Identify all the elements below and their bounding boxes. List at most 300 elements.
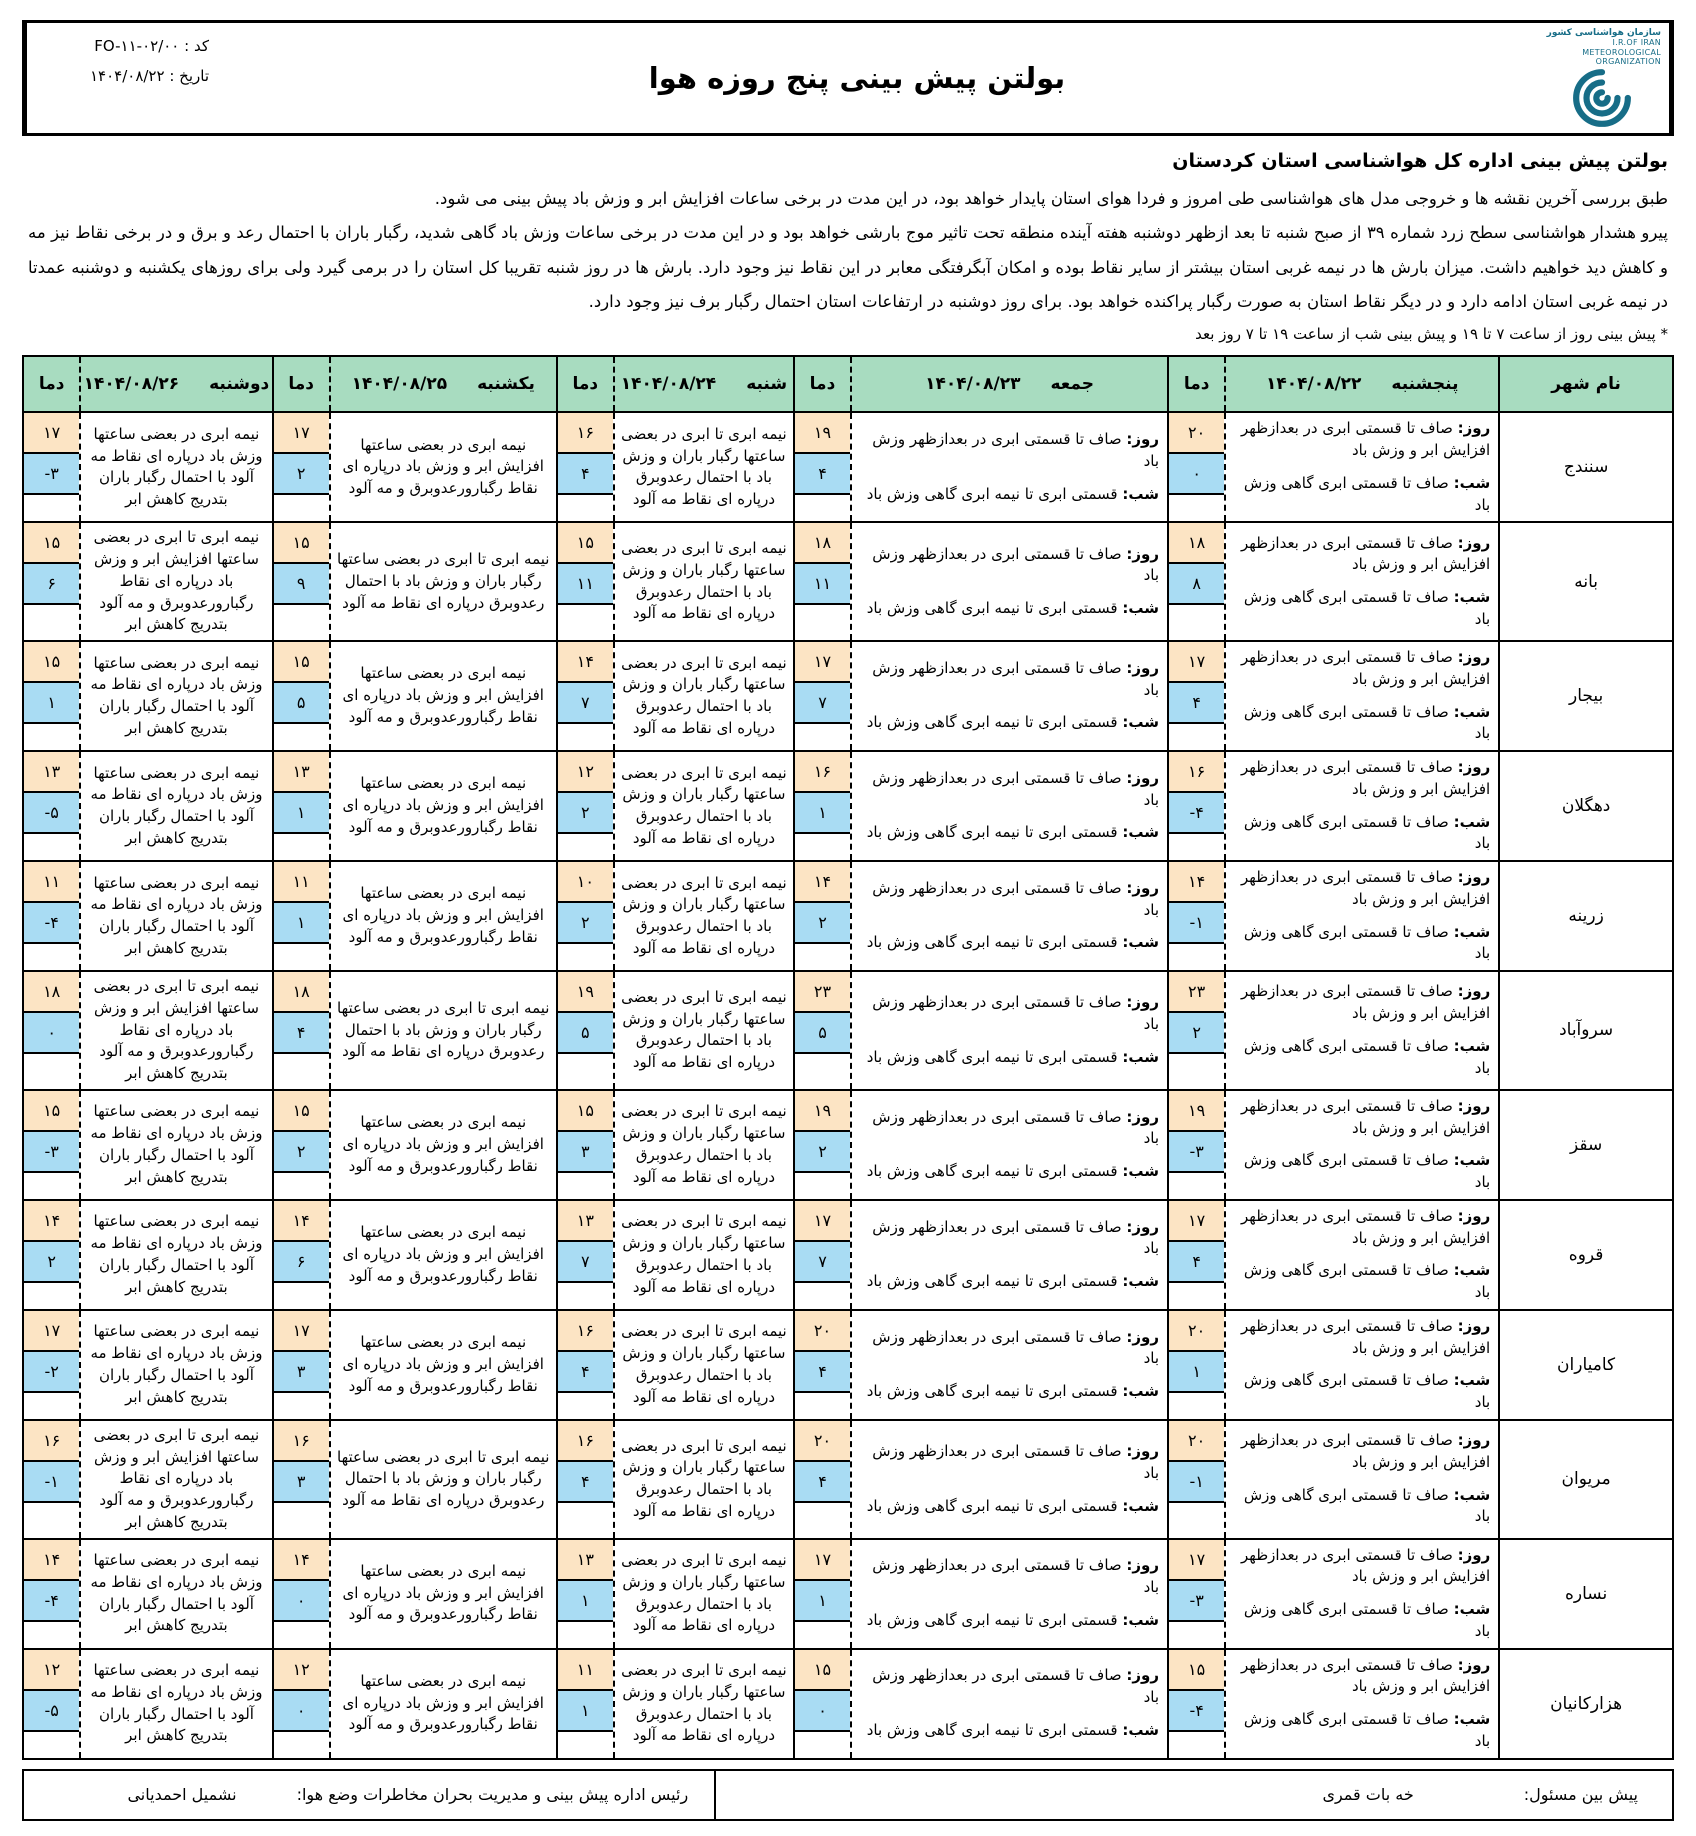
sunday-forecast-cell: نیمه ابری در بعضی ساعتها افزایش ابر و وزش باد درپاره ای نقاط رگبارورعدوبرق و مه آلود bbox=[330, 1539, 557, 1649]
head-officer-label: رئیس اداره پیش بینی و مدیریت بحران مخاطرات وضع هوا: bbox=[296, 1785, 689, 1804]
table-row bbox=[23, 412, 1673, 522]
saturday-column-header bbox=[614, 356, 794, 412]
thursday-forecast-cell bbox=[1225, 1310, 1499, 1420]
night-label: شب: bbox=[1453, 1151, 1491, 1170]
night-label: شب: bbox=[1122, 1162, 1160, 1181]
sunday-forecast-cell: نیمه ابری در بعضی ساعتها افزایش ابر و وزش باد درپاره ای نقاط رگبارورعدوبرق و مه آلود bbox=[330, 1200, 557, 1310]
night-min-temp: ۴ bbox=[1169, 1242, 1224, 1283]
night-min-temp: ۰ bbox=[24, 1013, 79, 1054]
monday-temp-cell bbox=[23, 861, 80, 971]
monday-temp-cell bbox=[23, 1090, 80, 1200]
sunday-column-header bbox=[330, 356, 557, 412]
day-max-temp: ۱۳ bbox=[558, 1540, 613, 1581]
day-label: روز: bbox=[1126, 1327, 1160, 1346]
monday-temp-cell bbox=[23, 1310, 80, 1420]
day-forecast-line: روز: صاف تا قسمتی ابری در بعدازظهر وزش باد bbox=[872, 768, 1160, 809]
day-label: روز: bbox=[1457, 648, 1491, 666]
thursday-temp-cell bbox=[1168, 1420, 1225, 1539]
night-forecast-line: شب: صاف تا قسمتی ابری گاهی وزش باد bbox=[1243, 1151, 1491, 1191]
day-max-temp: ۱۱ bbox=[558, 1650, 613, 1691]
day-max-temp: ۱۴ bbox=[274, 1201, 329, 1242]
friday-temp-cell bbox=[794, 971, 851, 1090]
thursday-temp-cell bbox=[1168, 1310, 1225, 1420]
night-min-temp: -۱ bbox=[1169, 903, 1224, 944]
forecast-table bbox=[22, 355, 1674, 1759]
night-label: شب: bbox=[1122, 933, 1160, 952]
day-max-temp: ۱۴ bbox=[24, 1540, 79, 1581]
org-name-en-1: I.R.OF IRAN bbox=[1612, 38, 1661, 48]
day-max-temp: ۱۶ bbox=[1169, 752, 1224, 793]
day-forecast-line: روز: صاف تا قسمتی ابری در بعدازظهر وزش باد bbox=[872, 430, 1160, 470]
night-label: شب: bbox=[1122, 1047, 1160, 1066]
night-min-temp: ۶ bbox=[274, 1242, 329, 1283]
sunday-forecast-cell: نیمه ابری در بعضی ساعتها افزایش ابر و وزش باد درپاره ای نقاط رگبارورعدوبرق و مه آلود bbox=[330, 751, 557, 861]
friday-forecast-cell bbox=[851, 861, 1168, 971]
thursday-temp-cell bbox=[1168, 751, 1225, 861]
day-forecast-line: روز: صاف تا قسمتی ابری در بعدازظهر وزش باد bbox=[872, 1107, 1160, 1148]
org-name-fa: سازمان هواشناسی کشور bbox=[1546, 28, 1661, 38]
sunday-forecast-cell: نیمه ابری در بعضی ساعتها افزایش ابر و وزش باد درپاره ای نقاط رگبارورعدوبرق و مه آلود bbox=[330, 641, 557, 751]
day-max-temp: ۱۵ bbox=[558, 1091, 613, 1132]
sunday-forecast-cell: نیمه ابری در بعضی ساعتها افزایش ابر و وزش باد درپاره ای نقاط رگبارورعدوبرق و مه آلود bbox=[330, 1090, 557, 1200]
city-column-header: نام شهر bbox=[1499, 356, 1673, 412]
night-min-temp: ۰ bbox=[1169, 454, 1224, 495]
city-name-cell: بانه bbox=[1499, 522, 1673, 641]
night-min-temp: ۳ bbox=[274, 1462, 329, 1503]
night-label: شب: bbox=[1122, 713, 1160, 732]
day-name: یکشنبه bbox=[477, 374, 535, 395]
city-name-cell: سروآباد bbox=[1499, 971, 1673, 1090]
day-max-temp: ۱۵ bbox=[24, 642, 79, 683]
forecast-footnote: * پیش بینی روز از ساعت ۷ تا ۱۹ و پیش بینی شب از ساعت ۱۹ تا ۷ روز بعد bbox=[1195, 325, 1668, 344]
day-max-temp: ۱۷ bbox=[274, 1311, 329, 1352]
night-min-temp: -۱ bbox=[24, 1462, 79, 1503]
saturday-temp-cell bbox=[557, 1200, 614, 1310]
night-forecast-line: شب: قسمتی ابری تا نیمه ابری گاهی وزش باد bbox=[866, 599, 1160, 617]
night-forecast-line: شب: قسمتی ابری تا نیمه ابری گاهی وزش باد bbox=[866, 484, 1160, 503]
friday-temp-cell bbox=[794, 1310, 851, 1420]
night-label: شب: bbox=[1453, 1600, 1491, 1618]
day-forecast-line: روز: صاف تا قسمتی ابری در بعدازظهر وزش باد bbox=[872, 1217, 1160, 1258]
friday-forecast-cell bbox=[851, 1539, 1168, 1649]
day-max-temp: ۱۵ bbox=[24, 523, 79, 564]
thursday-temp-cell bbox=[1168, 1090, 1225, 1200]
intro-heading: بولتن پیش بینی اداره کل هواشناسی استان کردستان bbox=[1172, 150, 1668, 172]
night-min-temp: ۲ bbox=[795, 903, 850, 944]
intro-paragraph-1: طبق بررسی آخرین نقشه ها و خروجی مدل های هواشناسی طی امروز و فردا هوای استان پایدار خواهد بود، در این مدت در برخی ساعات افزایش ابر و وزش باد پیش بینی می شود. bbox=[434, 189, 1668, 208]
night-label: شب: bbox=[1122, 1272, 1160, 1291]
monday-forecast-cell: نیمه ابری تا ابری در بعضی ساعتها افزایش ابر و وزش باد درپاره ای نقاط رگبارورعدوبرق و مه آلود بتدریج کاهش ابر bbox=[80, 522, 272, 641]
table-row bbox=[23, 861, 1673, 971]
day-forecast-line: روز: صاف تا قسمتی ابری در بعدازظهر افزایش ابر و وزش باد bbox=[1241, 648, 1491, 688]
thursday-forecast-cell bbox=[1225, 1539, 1499, 1649]
saturday-forecast-cell: نیمه ابری تا ابری در بعضی ساعتها رگبار باران و وزش باد با احتمال رعدوبرق درپاره ای نقاط مه آلود bbox=[614, 1649, 794, 1759]
night-forecast-line: شب: صاف تا قسمتی ابری گاهی وزش باد bbox=[1243, 1710, 1491, 1750]
night-forecast-line: شب: قسمتی ابری تا نیمه ابری گاهی وزش باد bbox=[866, 933, 1160, 952]
night-min-temp: ۸ bbox=[1169, 564, 1224, 605]
day-forecast-line: روز: صاف تا قسمتی ابری در بعدازظهر افزایش ابر و وزش باد bbox=[1241, 982, 1491, 1023]
day-forecast-line: روز: صاف تا قسمتی ابری در بعدازظهر وزش باد bbox=[872, 993, 1160, 1033]
saturday-forecast-cell: نیمه ابری تا ابری در بعضی ساعتها رگبار باران و وزش باد با احتمال رعدوبرق درپاره ای نقاط مه آلود bbox=[614, 1090, 794, 1200]
day-forecast-line: روز: صاف تا قسمتی ابری در بعدازظهر افزایش ابر و وزش باد bbox=[1241, 868, 1491, 908]
day-name: جمعه bbox=[1050, 374, 1095, 395]
day-max-temp: ۱۷ bbox=[274, 413, 329, 454]
document-header bbox=[22, 20, 1674, 136]
day-forecast-line: روز: صاف تا قسمتی ابری در بعدازظهر افزایش ابر و وزش باد bbox=[1241, 533, 1491, 574]
friday-temp-cell bbox=[794, 1649, 851, 1759]
saturday-temp-cell bbox=[557, 522, 614, 641]
night-min-temp: ۱ bbox=[24, 683, 79, 724]
doc-code-field bbox=[33, 37, 209, 55]
night-min-temp: ۲ bbox=[558, 793, 613, 834]
day-label: روز: bbox=[1457, 1316, 1491, 1335]
monday-forecast-cell: نیمه ابری در بعضی ساعتها وزش باد درپاره ای نقاط مه آلود با احتمال رگبار باران بتدریج کاهش ابر bbox=[80, 1200, 272, 1310]
night-forecast-line: شب: قسمتی ابری تا نیمه ابری گاهی وزش باد bbox=[866, 713, 1160, 732]
monday-forecast-cell: نیمه ابری در بعضی ساعتها وزش باد درپاره ای نقاط مه آلود با احتمال رگبار باران بتدریج کاهش ابر bbox=[80, 751, 272, 861]
monday-temp-header: دما bbox=[23, 356, 80, 412]
day-label: روز: bbox=[1457, 868, 1491, 886]
night-min-temp: ۰ bbox=[274, 1581, 329, 1622]
night-min-temp: -۲ bbox=[24, 1352, 79, 1393]
thursday-forecast-cell bbox=[1225, 861, 1499, 971]
day-forecast-line: روز: صاف تا قسمتی ابری در بعدازظهر وزش باد bbox=[872, 544, 1160, 585]
sunday-forecast-cell: نیمه ابری تا ابری در بعضی ساعتها رگبار باران و وزش باد با احتمال رعدوبرق درپاره ای نقاط مه آلود bbox=[330, 1420, 557, 1539]
monday-forecast-cell: نیمه ابری در بعضی ساعتها وزش باد درپاره ای نقاط مه آلود با احتمال رگبار باران بتدریج کاهش ابر bbox=[80, 641, 272, 751]
head-officer-cell bbox=[24, 1771, 716, 1819]
thursday-temp-cell bbox=[1168, 1539, 1225, 1649]
thursday-temp-cell bbox=[1168, 971, 1225, 1090]
day-date: ۱۴۰۴/۰۸/۲۶ bbox=[83, 374, 180, 395]
night-min-temp: ۴ bbox=[274, 1013, 329, 1054]
friday-temp-cell bbox=[794, 1420, 851, 1539]
monday-temp-cell bbox=[23, 1539, 80, 1649]
day-label: روز: bbox=[1126, 658, 1160, 677]
night-forecast-line: شب: قسمتی ابری تا نیمه ابری گاهی وزش باد bbox=[866, 1610, 1160, 1629]
night-forecast-line: شب: قسمتی ابری تا نیمه ابری گاهی وزش باد bbox=[866, 1162, 1160, 1181]
night-label: شب: bbox=[1453, 702, 1491, 721]
bulletin-title: بولتن پیش بینی پنج روزه هوا bbox=[648, 61, 1066, 95]
table-row bbox=[23, 1649, 1673, 1759]
monday-temp-cell bbox=[23, 751, 80, 861]
day-max-temp: ۲۰ bbox=[1169, 413, 1224, 454]
friday-temp-cell bbox=[794, 751, 851, 861]
day-max-temp: ۱۶ bbox=[24, 1421, 79, 1462]
night-min-temp: -۴ bbox=[1169, 793, 1224, 834]
saturday-temp-cell bbox=[557, 1310, 614, 1420]
saturday-forecast-cell: نیمه ابری تا ابری در بعضی ساعتها رگبار باران و وزش باد با احتمال رعدوبرق درپاره ای نقاط مه آلود bbox=[614, 1310, 794, 1420]
monday-forecast-cell: نیمه ابری در بعضی ساعتها وزش باد درپاره ای نقاط مه آلود با احتمال رگبار باران بتدریج کاهش ابر bbox=[80, 1539, 272, 1649]
day-forecast-line: روز: صاف تا قسمتی ابری در بعدازظهر وزش باد bbox=[872, 1556, 1160, 1597]
table-header-row bbox=[23, 356, 1673, 412]
monday-forecast-cell: نیمه ابری تا ابری در بعضی ساعتها افزایش ابر و وزش باد درپاره ای نقاط رگبارورعدوبرق و مه آلود بتدریج کاهش ابر bbox=[80, 1420, 272, 1539]
day-max-temp: ۱۸ bbox=[274, 972, 329, 1013]
night-min-temp: ۴ bbox=[1169, 683, 1224, 724]
night-min-temp: ۵ bbox=[795, 1013, 850, 1054]
monday-temp-cell bbox=[23, 971, 80, 1090]
night-forecast-line: شب: قسمتی ابری تا نیمه ابری گاهی وزش باد bbox=[866, 1272, 1160, 1291]
night-label: شب: bbox=[1122, 1720, 1160, 1739]
thursday-forecast-cell bbox=[1225, 751, 1499, 861]
saturday-temp-cell bbox=[557, 971, 614, 1090]
day-name: شنبه bbox=[746, 374, 788, 395]
monday-forecast-cell: نیمه ابری در بعضی ساعتها وزش باد درپاره ای نقاط مه آلود با احتمال رگبار باران بتدریج کاهش ابر bbox=[80, 1090, 272, 1200]
day-forecast-line: روز: صاف تا قسمتی ابری در بعدازظهر افزایش ابر و وزش باد bbox=[1241, 1431, 1491, 1471]
saturday-temp-cell bbox=[557, 641, 614, 751]
sunday-forecast-cell: نیمه ابری در بعضی ساعتها افزایش ابر و وزش باد درپاره ای نقاط رگبارورعدوبرق و مه آلود bbox=[330, 1310, 557, 1420]
table-row bbox=[23, 1310, 1673, 1420]
table-row bbox=[23, 641, 1673, 751]
saturday-temp-cell bbox=[557, 1420, 614, 1539]
day-label: روز: bbox=[1457, 533, 1491, 552]
monday-temp-cell bbox=[23, 641, 80, 751]
day-max-temp: ۱۲ bbox=[274, 1650, 329, 1691]
night-label: شب: bbox=[1122, 823, 1160, 842]
day-date: ۱۴۰۴/۰۸/۲۴ bbox=[620, 374, 717, 395]
night-forecast-line: شب: قسمتی ابری تا نیمه ابری گاهی وزش باد bbox=[866, 1496, 1160, 1515]
day-forecast-line: روز: صاف تا قسمتی ابری در بعدازظهر افزایش ابر و وزش باد bbox=[1241, 1096, 1491, 1137]
friday-temp-cell bbox=[794, 522, 851, 641]
monday-forecast-cell: نیمه ابری تا ابری در بعضی ساعتها افزایش ابر و وزش باد درپاره ای نقاط رگبارورعدوبرق و مه آلود بتدریج کاهش ابر bbox=[80, 971, 272, 1090]
sunday-temp-cell bbox=[273, 1200, 330, 1310]
doc-date-label: تاریخ : bbox=[169, 67, 209, 85]
day-max-temp: ۱۲ bbox=[558, 752, 613, 793]
night-min-temp: ۲ bbox=[1169, 1013, 1224, 1054]
table-row bbox=[23, 1090, 1673, 1200]
friday-forecast-cell bbox=[851, 522, 1168, 641]
night-forecast-line: شب: صاف تا قسمتی ابری گاهی وزش باد bbox=[1243, 812, 1491, 853]
day-label: روز: bbox=[1457, 1206, 1491, 1225]
night-min-temp: ۲ bbox=[274, 454, 329, 495]
sunday-temp-cell bbox=[273, 1310, 330, 1420]
night-forecast-line: شب: قسمتی ابری تا نیمه ابری گاهی وزش باد bbox=[866, 1047, 1160, 1066]
night-min-temp: ۱ bbox=[558, 1691, 613, 1732]
day-max-temp: ۱۵ bbox=[1169, 1650, 1224, 1691]
org-name-en-2: METEOROLOGICAL bbox=[1582, 47, 1661, 57]
night-forecast-line: شب: قسمتی ابری تا نیمه ابری گاهی وزش باد bbox=[866, 1382, 1160, 1401]
friday-forecast-cell bbox=[851, 1420, 1168, 1539]
night-min-temp: ۰ bbox=[795, 1691, 850, 1732]
day-max-temp: ۱۶ bbox=[274, 1421, 329, 1462]
night-min-temp: -۳ bbox=[24, 1132, 79, 1173]
thursday-temp-cell bbox=[1168, 861, 1225, 971]
day-forecast-line: روز: صاف تا قسمتی ابری در بعدازظهر وزش باد bbox=[872, 658, 1160, 699]
monday-temp-cell bbox=[23, 522, 80, 641]
day-max-temp: ۱۱ bbox=[274, 862, 329, 903]
day-label: روز: bbox=[1126, 430, 1160, 449]
city-name-cell: سنندج bbox=[1499, 412, 1673, 522]
saturday-forecast-cell: نیمه ابری تا ابری در بعضی ساعتها رگبار باران و وزش باد با احتمال رعدوبرق درپاره ای نقاط مه آلود bbox=[614, 861, 794, 971]
document-meta bbox=[25, 23, 221, 133]
thursday-forecast-cell bbox=[1225, 1420, 1499, 1539]
day-label: روز: bbox=[1126, 993, 1160, 1012]
saturday-forecast-cell: نیمه ابری تا ابری در بعضی ساعتها رگبار باران و وزش باد با احتمال رعدوبرق درپاره ای نقاط مه آلود bbox=[614, 412, 794, 522]
monday-temp-cell bbox=[23, 412, 80, 522]
day-max-temp: ۱۷ bbox=[795, 1540, 850, 1581]
night-min-temp: ۹ bbox=[274, 564, 329, 605]
night-label: شب: bbox=[1122, 1382, 1160, 1401]
night-label: شب: bbox=[1453, 473, 1491, 492]
day-forecast-line: روز: صاف تا قسمتی ابری در بعدازظهر افزایش ابر و وزش باد bbox=[1241, 758, 1491, 798]
table-row bbox=[23, 751, 1673, 861]
night-label: شب: bbox=[1453, 1485, 1491, 1504]
night-forecast-line: شب: صاف تا قسمتی ابری گاهی وزش باد bbox=[1243, 1371, 1491, 1411]
day-max-temp: ۱۸ bbox=[795, 523, 850, 564]
day-max-temp: ۱۳ bbox=[274, 752, 329, 793]
thursday-forecast-cell bbox=[1225, 971, 1499, 1090]
night-forecast-line: شب: صاف تا قسمتی ابری گاهی وزش باد bbox=[1243, 702, 1491, 743]
sunday-temp-cell bbox=[273, 1539, 330, 1649]
day-max-temp: ۱۷ bbox=[1169, 1201, 1224, 1242]
day-max-temp: ۱۵ bbox=[274, 642, 329, 683]
saturday-forecast-cell: نیمه ابری تا ابری در بعضی ساعتها رگبار باران و وزش باد با احتمال رعدوبرق درپاره ای نقاط مه آلود bbox=[614, 522, 794, 641]
city-name-cell: زرینه bbox=[1499, 861, 1673, 971]
night-label: شب: bbox=[1453, 922, 1491, 941]
day-max-temp: ۱۹ bbox=[795, 1091, 850, 1132]
sunday-forecast-cell: نیمه ابری تا ابری در بعضی ساعتها رگبار باران و وزش باد با احتمال رعدوبرق درپاره ای نقاط مه آلود bbox=[330, 522, 557, 641]
night-min-temp: ۲ bbox=[795, 1132, 850, 1173]
night-forecast-line: شب: صاف تا قسمتی ابری گاهی وزش باد bbox=[1243, 1036, 1491, 1077]
day-max-temp: ۱۶ bbox=[558, 1421, 613, 1462]
day-label: روز: bbox=[1126, 1666, 1160, 1685]
friday-temp-cell bbox=[794, 861, 851, 971]
city-name-cell: سقز bbox=[1499, 1090, 1673, 1200]
night-min-temp: ۶ bbox=[24, 564, 79, 605]
day-max-temp: ۱۳ bbox=[24, 752, 79, 793]
day-max-temp: ۲۳ bbox=[1169, 972, 1224, 1013]
thursday-forecast-cell bbox=[1225, 1090, 1499, 1200]
night-forecast-line: شب: قسمتی ابری تا نیمه ابری گاهی وزش باد bbox=[866, 823, 1160, 842]
night-min-temp: -۴ bbox=[24, 1581, 79, 1622]
night-label: شب: bbox=[1122, 1496, 1160, 1515]
table-row bbox=[23, 971, 1673, 1090]
monday-temp-cell bbox=[23, 1649, 80, 1759]
day-label: روز: bbox=[1126, 768, 1160, 787]
saturday-forecast-cell: نیمه ابری تا ابری در بعضی ساعتها رگبار باران و وزش باد با احتمال رعدوبرق درپاره ای نقاط مه آلود bbox=[614, 1200, 794, 1310]
day-max-temp: ۱۴ bbox=[558, 642, 613, 683]
forecaster-name: خه بات قمری bbox=[1322, 1785, 1414, 1804]
day-max-temp: ۱۸ bbox=[1169, 523, 1224, 564]
night-label: شب: bbox=[1453, 812, 1491, 831]
day-forecast-line: روز: صاف تا قسمتی ابری در بعدازظهر افزایش ابر و وزش باد bbox=[1241, 1316, 1491, 1357]
night-min-temp: ۱ bbox=[558, 1581, 613, 1622]
day-label: روز: bbox=[1126, 1107, 1160, 1126]
doc-code-label: کد : bbox=[184, 37, 209, 55]
friday-forecast-cell bbox=[851, 751, 1168, 861]
day-date: ۱۴۰۴/۰۸/۲۵ bbox=[351, 374, 448, 395]
day-max-temp: ۱۲ bbox=[24, 1650, 79, 1691]
night-min-temp: ۳ bbox=[274, 1352, 329, 1393]
day-max-temp: ۱۴ bbox=[795, 862, 850, 903]
day-max-temp: ۱۶ bbox=[795, 752, 850, 793]
saturday-temp-cell bbox=[557, 751, 614, 861]
day-label: روز: bbox=[1457, 758, 1491, 776]
sunday-temp-cell bbox=[273, 971, 330, 1090]
day-label: روز: bbox=[1126, 1442, 1160, 1460]
day-max-temp: ۱۱ bbox=[24, 862, 79, 903]
day-forecast-line: روز: صاف تا قسمتی ابری در بعدازظهر وزش باد bbox=[872, 1442, 1160, 1482]
night-min-temp: ۴ bbox=[795, 1462, 850, 1503]
night-min-temp: ۱ bbox=[274, 793, 329, 834]
night-min-temp: -۳ bbox=[1169, 1132, 1224, 1173]
night-min-temp: ۲ bbox=[274, 1132, 329, 1173]
night-min-temp: ۷ bbox=[558, 1242, 613, 1283]
day-max-temp: ۱۷ bbox=[1169, 642, 1224, 683]
sunday-temp-header: دما bbox=[273, 356, 330, 412]
sunday-temp-cell bbox=[273, 1649, 330, 1759]
org-logo bbox=[1493, 23, 1671, 133]
city-name-cell: دهگلان bbox=[1499, 751, 1673, 861]
day-forecast-line: روز: صاف تا قسمتی ابری در بعدازظهر افزایش ابر و وزش باد bbox=[1241, 419, 1491, 459]
day-max-temp: ۱۷ bbox=[1169, 1540, 1224, 1581]
monday-forecast-cell: نیمه ابری در بعضی ساعتها وزش باد درپاره ای نقاط مه آلود با احتمال رگبار باران بتدریج کاهش ابر bbox=[80, 861, 272, 971]
night-label: شب: bbox=[1453, 1710, 1491, 1728]
day-label: روز: bbox=[1457, 1431, 1491, 1450]
friday-temp-cell bbox=[794, 1200, 851, 1310]
forecaster-cell bbox=[716, 1771, 1672, 1819]
intro-paragraph-2: پیرو هشدار هواشناسی سطح زرد شماره ۳۹ از صبح شنبه تا بعد ازظهر دوشنبه هفته آینده منطقه تحت تاثیر موج بارشی خواهد بود و در این مدت در برخی ساعات وزش باد گاهی شدید، رگبار باران با احتمال رعد و برق و در برخی نقاط نیز مه و کاهش دید خواهیم داشت. میزان بارش ها در نیمه غربی استان بیشتر از سایر نقاط بوده و امکان آبگرفتگی معابر در این نقاط نیز وجود دارد. بارش ها در روز شنبه تقریبا کل استان را در برمی گیرد ولی برای روزهای یکشنبه و دوشنبه عمدتا در نیمه غربی استان ادامه دارد و در دیگر نقاط استان به صورت رگبار پراکنده خواهد بود. برای روز دوشنبه در ارتفاعات استان احتمال رگبار برف نیز وجود دارد. bbox=[28, 223, 1668, 311]
saturday-temp-cell bbox=[557, 412, 614, 522]
day-date: ۱۴۰۴/۰۸/۲۲ bbox=[1265, 374, 1362, 395]
day-max-temp: ۱۵ bbox=[795, 1650, 850, 1691]
night-min-temp: ۷ bbox=[558, 683, 613, 724]
night-label: شب: bbox=[1122, 1610, 1160, 1629]
city-name-cell: بیجار bbox=[1499, 641, 1673, 751]
night-min-temp: ۴ bbox=[795, 454, 850, 495]
day-forecast-line: روز: صاف تا قسمتی ابری در بعدازظهر افزایش ابر و وزش باد bbox=[1241, 1545, 1491, 1586]
friday-temp-cell bbox=[794, 641, 851, 751]
thursday-temp-cell bbox=[1168, 1200, 1225, 1310]
night-min-temp: ۳ bbox=[558, 1132, 613, 1173]
day-max-temp: ۲۰ bbox=[1169, 1311, 1224, 1352]
day-max-temp: ۱۹ bbox=[1169, 1091, 1224, 1132]
day-max-temp: ۱۵ bbox=[24, 1091, 79, 1132]
night-min-temp: ۵ bbox=[558, 1013, 613, 1054]
night-forecast-line: شب: صاف تا قسمتی ابری گاهی وزش باد bbox=[1243, 1485, 1491, 1526]
thursday-forecast-cell bbox=[1225, 412, 1499, 522]
thursday-temp-cell bbox=[1168, 641, 1225, 751]
thursday-forecast-cell bbox=[1225, 1649, 1499, 1759]
night-min-temp: -۴ bbox=[1169, 1691, 1224, 1732]
night-min-temp: ۲ bbox=[24, 1242, 79, 1283]
night-min-temp: ۴ bbox=[795, 1352, 850, 1393]
friday-temp-header: دما bbox=[794, 356, 851, 412]
night-min-temp: ۷ bbox=[795, 1242, 850, 1283]
sunday-temp-cell bbox=[273, 522, 330, 641]
night-min-temp: -۳ bbox=[24, 454, 79, 495]
sunday-temp-cell bbox=[273, 412, 330, 522]
title-cell bbox=[221, 23, 1493, 133]
night-min-temp: ۰ bbox=[274, 1691, 329, 1732]
sunday-temp-cell bbox=[273, 751, 330, 861]
night-min-temp: ۴ bbox=[558, 1352, 613, 1393]
night-label: شب: bbox=[1453, 588, 1491, 607]
night-min-temp: ۴ bbox=[558, 454, 613, 495]
day-max-temp: ۱۹ bbox=[558, 972, 613, 1013]
doc-date-field bbox=[33, 67, 209, 85]
night-forecast-line: شب: صاف تا قسمتی ابری گاهی وزش باد bbox=[1243, 473, 1491, 514]
friday-forecast-cell bbox=[851, 1200, 1168, 1310]
night-forecast-line: شب: صاف تا قسمتی ابری گاهی وزش باد bbox=[1243, 1600, 1491, 1640]
day-max-temp: ۲۰ bbox=[1169, 1421, 1224, 1462]
table-row bbox=[23, 1420, 1673, 1539]
day-max-temp: ۱۹ bbox=[795, 413, 850, 454]
friday-forecast-cell bbox=[851, 1649, 1168, 1759]
day-max-temp: ۱۷ bbox=[24, 1311, 79, 1352]
night-min-temp: ۱ bbox=[274, 903, 329, 944]
day-max-temp: ۱۵ bbox=[274, 523, 329, 564]
saturday-forecast-cell: نیمه ابری تا ابری در بعضی ساعتها رگبار باران و وزش باد با احتمال رعدوبرق درپاره ای نقاط مه آلود bbox=[614, 641, 794, 751]
saturday-temp-cell bbox=[557, 1649, 614, 1759]
